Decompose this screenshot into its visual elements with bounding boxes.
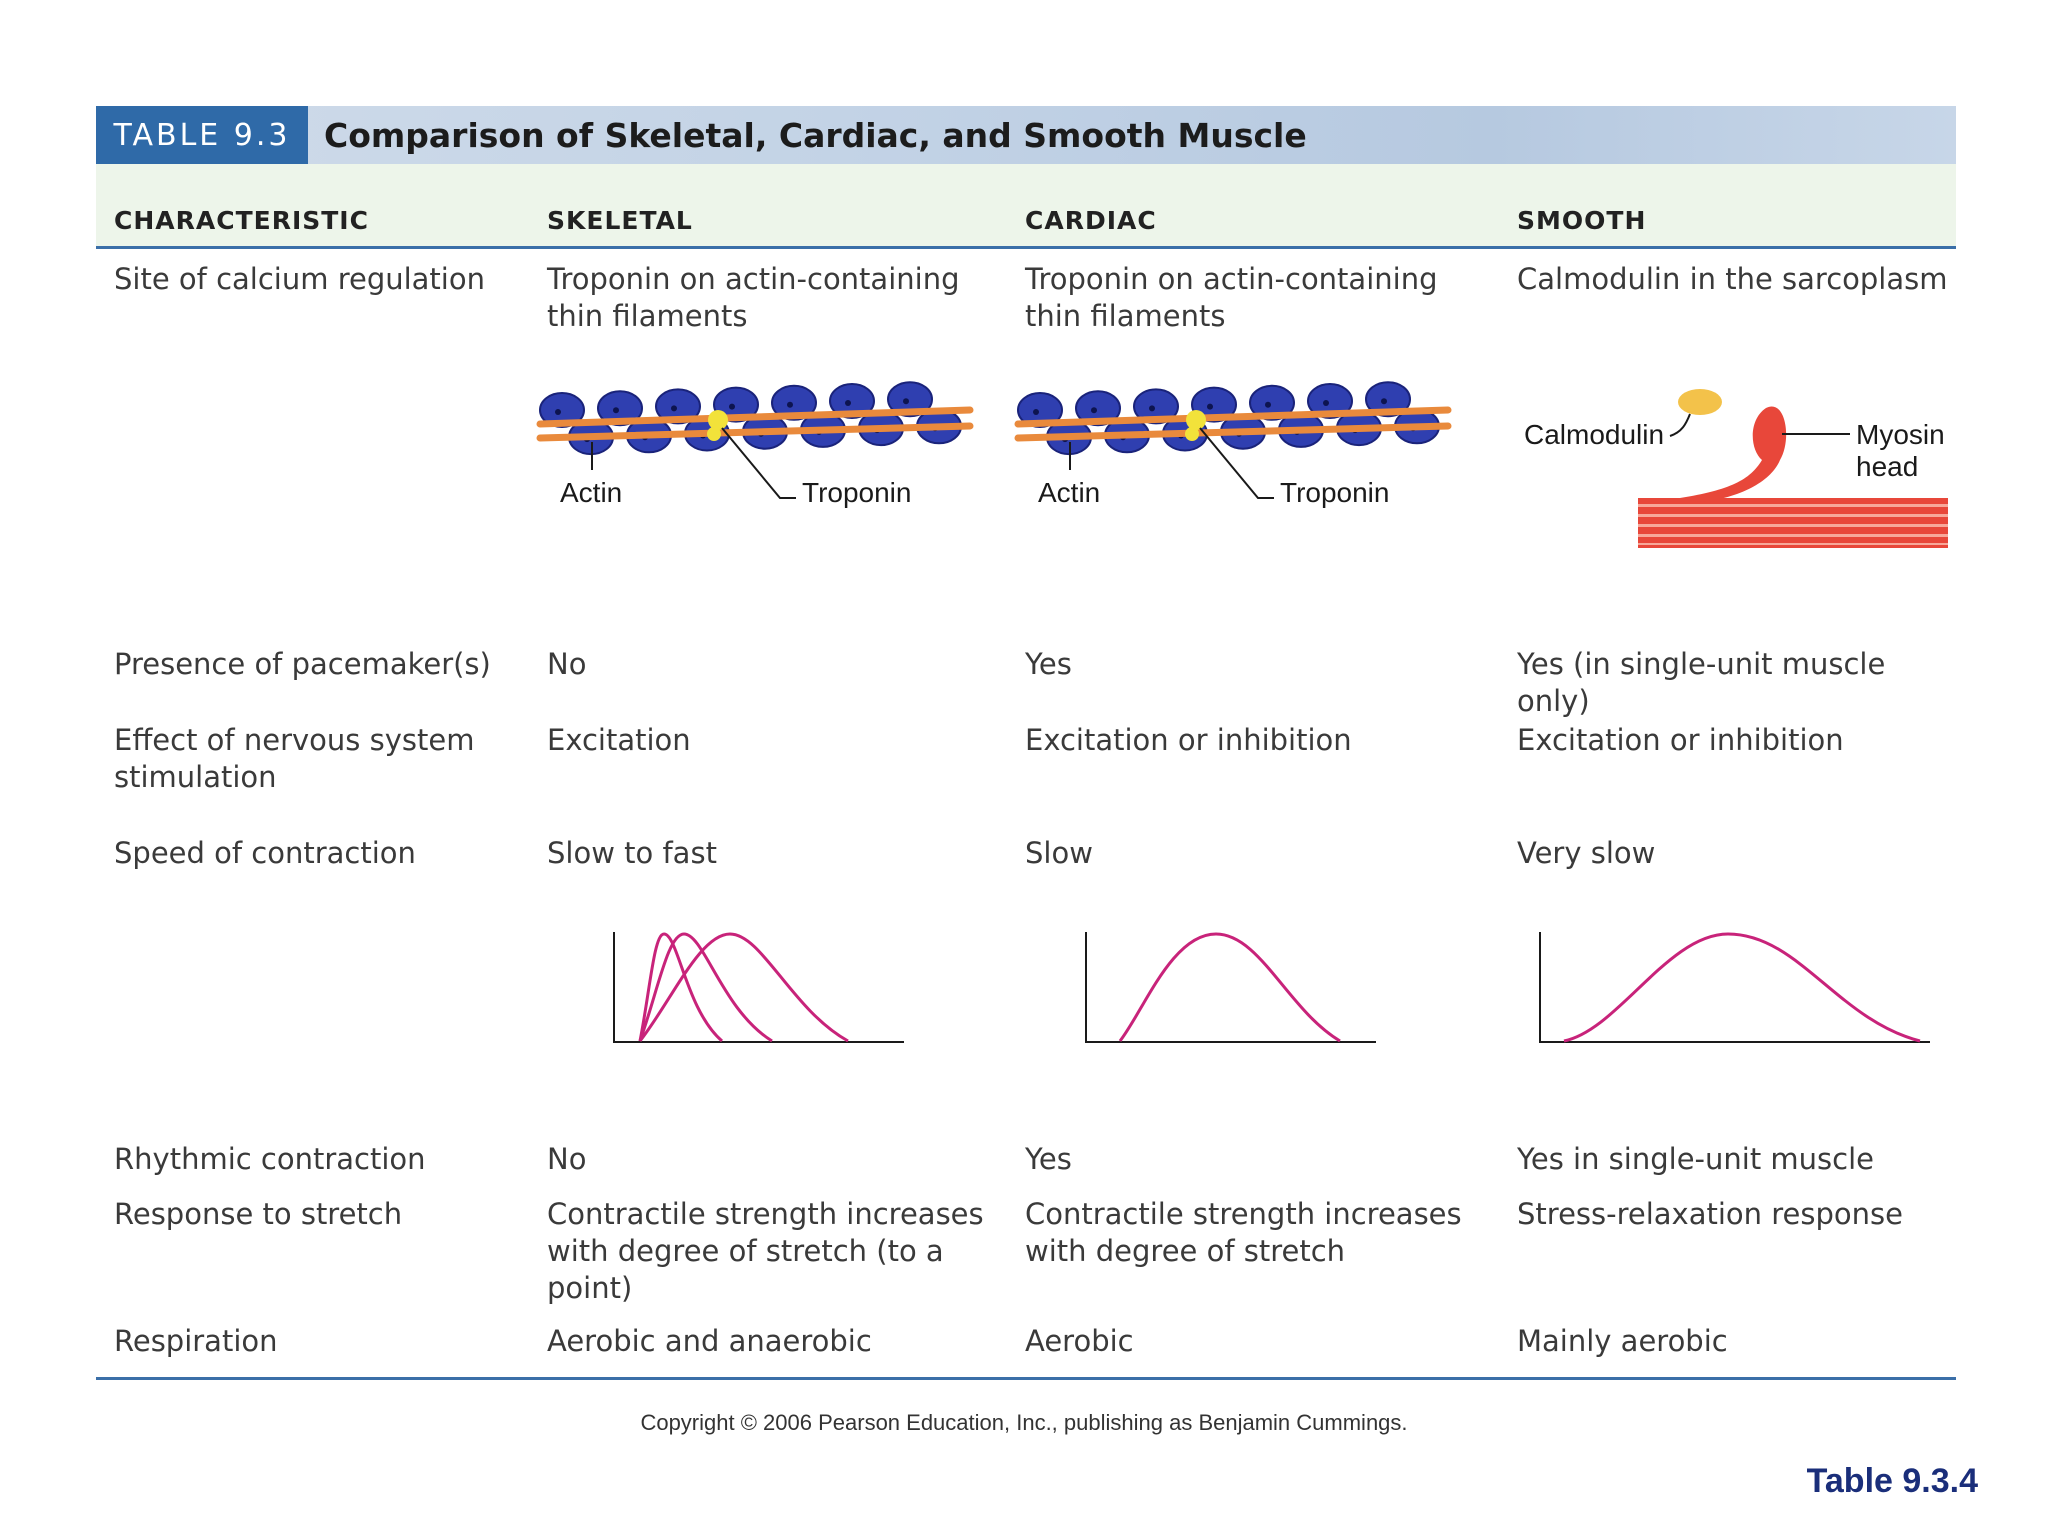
cell-respiration-cardiac: Aerobic [1025,1324,1134,1358]
twitch-curve-smooth [1538,930,1938,1050]
cell-pacemaker-cardiac: Yes [1025,647,1072,681]
cell-speed-smooth: Very slow [1517,836,1656,870]
cell-respiration-smooth: Mainly aerobic [1517,1324,1728,1358]
table-title: Comparison of Skeletal, Cardiac, and Smooth Muscle [324,115,1307,155]
cell-speed-cardiac: Slow [1025,836,1093,870]
copyright-notice: Copyright © 2006 Pearson Education, Inc., publishing as Benjamin Cummings. [640,1410,1408,1435]
thick-filament [1638,498,1948,548]
actin-bead-dot [1207,404,1213,410]
actin-bead-dot [729,404,735,410]
troponin-label: Troponin [1280,477,1390,508]
actin-bead-dot [1149,405,1155,411]
cell-nervous-skeletal: Excitation [547,723,691,757]
figure-label: Table 9.3.4 [1806,1462,1978,1500]
cell-stretch-skeletal: Contractile strength increases with degree of stretch (to a point) [547,1197,984,1305]
cell-speed-skeletal: Slow to fast [547,836,717,870]
row-label-respiration: Respiration [114,1324,278,1358]
calmodulin-label: Calmodulin [1524,419,1665,450]
troponin-complex [708,410,728,430]
cell-rhythmic-skeletal: No [547,1142,587,1176]
row-label-calcium: Site of calcium regulation [114,262,485,296]
cell-rhythmic-smooth: Yes in single-unit muscle [1517,1142,1874,1176]
header-smooth: SMOOTH [1517,206,1647,235]
twitch-curve-cardiac [1084,930,1384,1050]
myosin-head [1680,406,1786,502]
cell-nervous-cardiac: Excitation or inhibition [1025,723,1352,757]
cell-nervous-smooth: Excitation or inhibition [1517,723,1844,757]
cell-stretch-cardiac: Contractile strength increases with degree of stretch [1025,1197,1462,1268]
row-label-stretch: Response to stretch [114,1197,403,1231]
actin-bead-dot [845,400,851,406]
actin-bead-dot [1323,400,1329,406]
actin-bead-dot [671,405,677,411]
twitch-curves-skeletal [612,930,912,1050]
troponin-complex [707,427,721,441]
troponin-complex [1185,427,1199,441]
actin-label: Actin [1038,477,1101,508]
actin-bead-dot [613,407,619,413]
header-characteristic: CHARACTERISTIC [114,206,369,235]
cell-respiration-skeletal: Aerobic and anaerobic [547,1324,872,1358]
cell-pacemaker-skeletal: No [547,647,587,681]
actin-bead-dot [1265,402,1271,408]
actin-bead-dot [787,402,793,408]
row-label-speed: Speed of contraction [114,836,416,870]
table-title-banner [96,106,1956,164]
cell-calcium-skeletal: Troponin on actin-containing thin filaments [547,262,960,333]
calmodulin [1678,389,1722,415]
actin-bead-dot [555,409,561,415]
actin-bead-dot [1091,407,1097,413]
myosin-label-line1: Myosin [1856,419,1945,450]
actin-bead-dot [1381,398,1387,404]
row-label-nervous: Effect of nervous system stimulation [114,723,475,794]
cell-pacemaker-smooth: Yes (in single-unit muscle only) [1517,647,1886,718]
calmodulin-myosin-illustration [1510,380,1970,560]
thin-filament-illustration-cardiac [1018,380,1458,520]
table-number-tag: TABLE 9.3 [96,106,308,164]
actin-bead-dot [903,398,909,404]
row-label-rhythmic: Rhythmic contraction [114,1142,426,1176]
header-cardiac: CARDIAC [1025,206,1157,235]
cell-calcium-smooth: Calmodulin in the sarcoplasm [1517,262,1948,296]
cell-rhythmic-cardiac: Yes [1025,1142,1072,1176]
troponin-label: Troponin [802,477,912,508]
table-bottom-rule [96,1377,1956,1380]
header-skeletal: SKELETAL [547,206,693,235]
cell-calcium-cardiac: Troponin on actin-containing thin filaments [1025,262,1438,333]
troponin-complex [1186,410,1206,430]
thin-filament-illustration-skeletal [540,380,980,520]
myosin-label-line2: head [1856,451,1919,482]
row-label-pacemaker: Presence of pacemaker(s) [114,647,491,681]
actin-label: Actin [560,477,623,508]
cell-stretch-smooth: Stress-relaxation response [1517,1197,1903,1231]
actin-bead-dot [1033,409,1039,415]
